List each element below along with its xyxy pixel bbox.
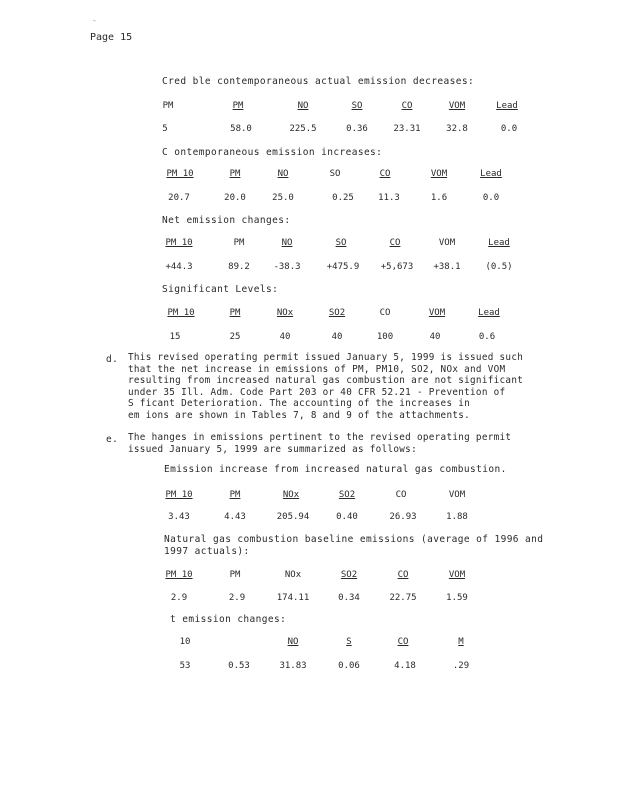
col-head: CO (397, 570, 409, 580)
value: +5,673 (380, 262, 414, 272)
value: 2.9 (170, 593, 188, 603)
col-head: SO (335, 238, 347, 248)
item-label: e. (106, 434, 119, 445)
col-head: PM (233, 238, 245, 248)
col-head: VOM (448, 490, 466, 500)
col-head: PM (162, 101, 174, 111)
value: +38.1 (433, 262, 461, 272)
col-head: NO (277, 169, 289, 179)
value: 4.43 (224, 512, 246, 522)
value: 3.43 (168, 512, 190, 522)
col-head: SO2 (328, 308, 346, 318)
value: 26.93 (389, 512, 417, 522)
value: 225.5 (289, 124, 317, 134)
col-head: VOM (438, 238, 456, 248)
paragraph-line: issued January 5, 1999 are summarized as follows: (128, 443, 417, 455)
value: (0.5) (485, 262, 513, 272)
col-head: CO (379, 308, 391, 318)
value: -38.3 (273, 262, 301, 272)
col-head: NOx (284, 570, 302, 580)
value: 31.83 (279, 661, 307, 671)
value: 0.0 (482, 193, 500, 203)
col-head: NO (297, 101, 309, 111)
paragraph-line: The hanges in emissions pertinent to the revised operating permit (128, 432, 512, 443)
col-head: NOx (276, 308, 294, 318)
value: 23.31 (393, 124, 421, 134)
paragraph-line: em ions are shown in Tables 7, 8 and 9 of the attachments. (128, 409, 471, 421)
paragraph-line: S ficant Deterioration. The accounting of the increases in (128, 398, 471, 409)
value: 0.53 (228, 661, 250, 671)
col-head: CO (397, 637, 409, 647)
value: 25.0 (272, 193, 294, 203)
col-head: CO (379, 169, 391, 179)
value: 0.40 (336, 512, 358, 522)
col-head: NO (281, 238, 293, 248)
value: 100 (376, 332, 394, 342)
col-head: SO2 (340, 570, 358, 580)
paragraph-line: that the net increase in emissions of PM, PM10, SO2, NOx and VOM (128, 363, 506, 375)
col-head: PM 10 (167, 308, 195, 318)
value: 4.18 (394, 661, 416, 671)
col-head: NO (287, 637, 299, 647)
col-head: CO (401, 101, 413, 111)
value: 32.8 (446, 124, 468, 134)
value: 0.36 (346, 124, 368, 134)
value: 0.25 (332, 193, 354, 203)
value: 40 (331, 332, 343, 342)
value: .29 (452, 661, 470, 671)
section-title: Net emission changes: (162, 215, 291, 226)
value: 40 (279, 332, 291, 342)
value: 25 (229, 332, 241, 342)
section-title: Cred ble contemporaneous actual emission decreases: (162, 76, 475, 87)
value: 20.0 (224, 193, 246, 203)
col-head: Lead (496, 101, 518, 111)
value: 20.7 (168, 193, 190, 203)
value: 1.6 (430, 193, 448, 203)
value: 11.3 (378, 193, 400, 203)
paragraph-line: This revised operating permit issued January 5, 1999 is issued such (128, 352, 524, 363)
col-head: Lead (480, 169, 502, 179)
corner-mark: - (92, 16, 97, 25)
col-head: PM 10 (165, 570, 193, 580)
col-head: VOM (448, 101, 466, 111)
section-title: Significant Levels: (162, 284, 279, 295)
section-title: C ontemporaneous emission increases: (162, 147, 383, 158)
col-head: Lead (478, 308, 500, 318)
col-head: PM (229, 490, 241, 500)
value: 0.6 (478, 332, 496, 342)
col-head: PM (229, 308, 241, 318)
item-label: d. (106, 354, 119, 365)
value: 58.0 (230, 124, 252, 134)
value: 1.88 (446, 512, 468, 522)
col-head: Lead (488, 238, 510, 248)
value: +475.9 (326, 262, 360, 272)
col-head: VOM (428, 308, 446, 318)
paragraph-line: under 35 Ill. Adm. Code Part 203 or 40 CFR 52.21 - Prevention of (128, 386, 506, 398)
value: 0.34 (338, 593, 360, 603)
col-head: PM 10 (165, 490, 193, 500)
section-title: Natural gas combustion baseline emissions (average of 1996 and (164, 534, 544, 545)
col-head: S (346, 637, 352, 647)
value: 40 (429, 332, 441, 342)
col-head: PM (232, 101, 244, 111)
col-head: SO (351, 101, 363, 111)
col-head: SO (329, 169, 341, 179)
value: 0.0 (500, 124, 518, 134)
value: 5 (162, 124, 168, 134)
value: 53 (179, 661, 191, 671)
col-head: PM (229, 570, 241, 580)
col-head: PM (229, 169, 241, 179)
value: 2.9 (228, 593, 246, 603)
value: 1.59 (446, 593, 468, 603)
col-head: NOx (282, 490, 300, 500)
value: 22.75 (389, 593, 417, 603)
section-title-cont: 1997 actuals): (164, 546, 250, 557)
section-title: t emission changes: (170, 614, 287, 625)
value: 0.06 (338, 661, 360, 671)
col-head: PM 10 (165, 238, 193, 248)
col-head: 10 (179, 637, 191, 647)
col-head: SO2 (338, 490, 356, 500)
paragraph-line: resulting from increased natural gas combustion are not significant (128, 375, 524, 386)
col-head: CO (395, 490, 407, 500)
value: 89.2 (228, 262, 250, 272)
value: 205.94 (276, 512, 310, 522)
section-title: Emission increase from increased natural gas combustion. (164, 464, 507, 475)
value: 174.11 (276, 593, 310, 603)
col-head: CO (389, 238, 401, 248)
col-head: PM 10 (166, 169, 194, 179)
page-number: Page 15 (90, 32, 133, 43)
col-head: VOM (448, 570, 466, 580)
col-head: VOM (430, 169, 448, 179)
value: 15 (169, 332, 181, 342)
col-head: M (458, 637, 464, 647)
value: +44.3 (165, 262, 193, 272)
